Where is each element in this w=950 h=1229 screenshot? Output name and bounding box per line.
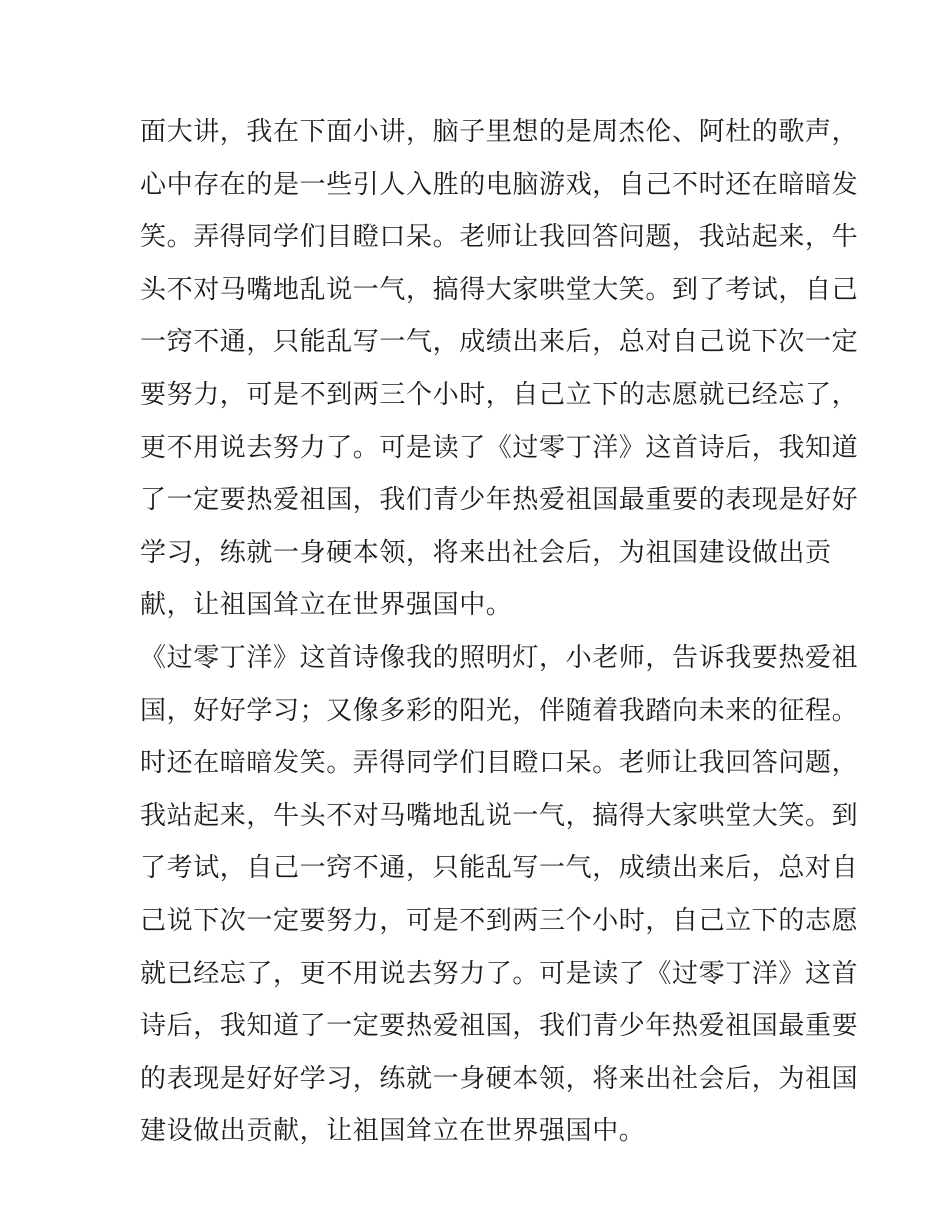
text-line: 学习，练就一身硬本领，将来出社会后，为祖国建设做出贡: [140, 537, 832, 568]
text-line: 建设做出贡献，让祖国耸立在世界强国中。: [140, 1116, 646, 1147]
body-text: [140, 106, 859, 1158]
text-line: 《过零丁洋》这首诗像我的照明灯，小老师，告诉我要热爱祖: [140, 642, 859, 673]
text-line: 更不用说去努力了。可是读了《过零丁洋》这首诗后，我知道: [140, 432, 859, 463]
text-line: 要努力，可是不到两三个小时，自己立下的志愿就已经忘了，: [140, 379, 859, 410]
text-line: 国，好好学习；又像多彩的阳光，伴随着我踏向未来的征程。: [140, 695, 859, 726]
text-line: 我站起来，牛头不对马嘴地乱说一气，搞得大家哄堂大笑。到: [140, 800, 859, 831]
text-line: 献，让祖国耸立在世界强国中。: [140, 590, 513, 621]
text-line: 头不对马嘴地乱说一气，搞得大家哄堂大笑。到了考试，自己: [140, 274, 859, 305]
text-line: 笑。弄得同学们目瞪口呆。老师让我回答问题，我站起来，牛: [140, 222, 859, 253]
text-line: 了一定要热爱祖国，我们青少年热爱祖国最重要的表现是好好: [140, 485, 859, 516]
text-line: 就已经忘了，更不用说去努力了。可是读了《过零丁洋》这首: [140, 958, 859, 989]
text-line: 面大讲，我在下面小讲，脑子里想的是周杰伦、阿杜的歌声，: [140, 117, 859, 147]
text-line: 了考试，自己一窍不通，只能乱写一气，成绩出来后，总对自: [140, 853, 859, 884]
text-line: 心中存在的是一些引人入胜的电脑游戏，自己不时还在暗暗发: [140, 169, 859, 200]
text-line: 时还在暗暗发笑。弄得同学们目瞪口呆。老师让我回答问题，: [140, 748, 859, 779]
text-line: 诗后，我知道了一定要热爱祖国，我们青少年热爱祖国最重要: [140, 1011, 859, 1042]
text-line: 的表现是好好学习，练就一身硬本领，将来出社会后，为祖国: [140, 1063, 859, 1094]
text-line: 一窍不通，只能乱写一气，成绩出来后，总对自己说下次一定: [140, 327, 859, 358]
text-line: 己说下次一定要努力，可是不到两三个小时，自己立下的志愿: [140, 905, 859, 936]
